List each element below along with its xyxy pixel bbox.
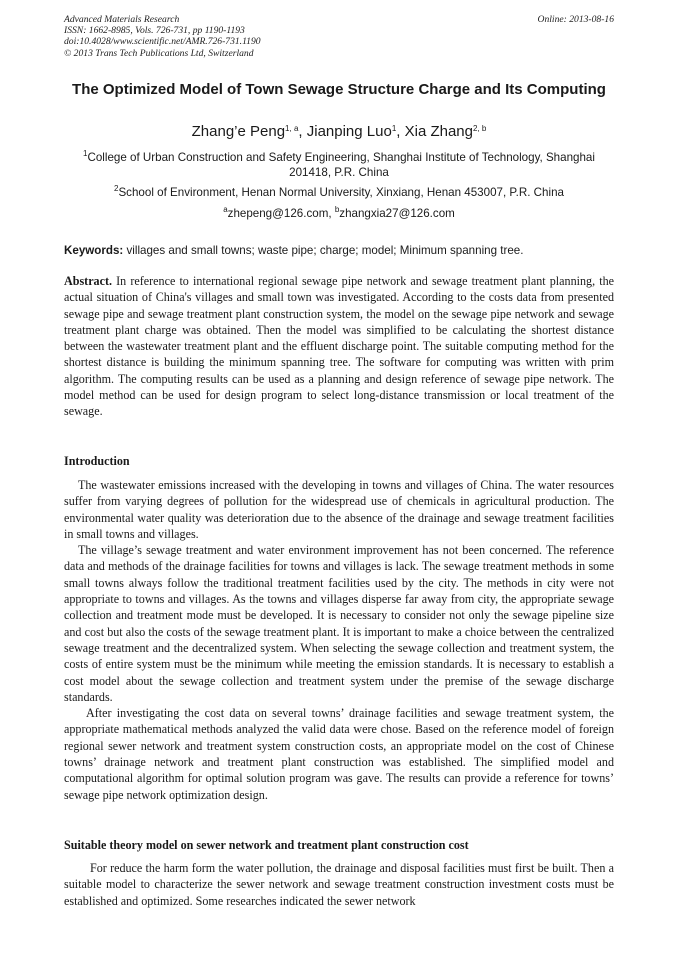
abstract-label: Abstract. <box>64 274 113 288</box>
author-name: Xia Zhang <box>404 123 473 140</box>
journal-name: Advanced Materials Research <box>64 14 180 25</box>
keywords-text: villages and small towns; waste pipe; charge; model; Minimum spanning tree. <box>123 244 524 257</box>
paragraph: The village’s sewage treatment and water environment improvement has not been concerned. The reference data and methods of the drainage facilities for towns and villages is lack. The sewage treatment methods in some small towns always follow the traditional treatment facilities used by the city. The methods in city were not appropriate to towns and villages. As the towns and villages disperse far away from city, the appropriate sewage collection and treatment mode must be developed. It is necessary to consider not only the sewage pipeline size and cost but also the costs of the sewage treatment plant. It is important to make a choice between the centralized sewage treatment and the decentralized system. When selecting the sewage collection and treatment system, the costs of entire system must be the minimum while meeting the emission standards. It is necessary to establish a cost model about the sewage collection and treatment system under the premise of the sewage discharge standards. <box>64 543 614 704</box>
affiliation-marker: 1 <box>83 149 88 158</box>
keywords <box>64 243 614 258</box>
email-marker: a <box>223 205 228 214</box>
doi-line: doi:10.4028/www.scientific.net/AMR.726-731.1190 <box>64 36 261 48</box>
author-separator: , <box>298 123 307 140</box>
author-separator: , <box>396 123 405 140</box>
paragraph: For reduce the harm form the water pollution, the drainage and disposal facilities must first be built. Then a suitable model to characterize the sewer network and sewage treatment construction investment costs must be established and optimized. Some researches indicated the sewer network <box>64 861 614 908</box>
email-marker: b <box>334 205 340 214</box>
paragraph: After investigating the cost data on several towns’ drainage facilities and sewage treatment system, the appropriate mathematical methods analyzed the valid data were chose. Based on the reference model of foreign regional sewer network and treatment system construction costs, an appropriate model on the cost of Chinese towns’ drainage network and treatment plant construction was established. The simplified model and computational algorithm for optimal solution program was gave. The results can provide a reference for towns’ sewage pipe network optimization design. <box>64 706 614 802</box>
affiliation-1 <box>64 150 614 180</box>
paragraph: The wastewater emissions increased with the developing in towns and villages of China. The water resources suffer from varying degrees of pollution for the widespread use of chemicals in agricultural production. The environmental water quality was deterioration due to the absence of the drainage and sewage treatment facilities in small towns and villages. <box>64 478 614 541</box>
abstract-text: In reference to international regional sewage pipe network and sewage treatment plant planning, the actual situation of China's villages and small town was investigated. According to the costs data from presented sewage pipe and sewage treatment plant construction system, the model on the sewage pipe network and sewage treatment plant charge was obtained. Then the model was simplified to be calculating the shortest distance between the wastewater treatment plant and the effluent discharge point. The suitable computing method for the shortest distance is building the minimum spanning tree. The software for computing was written with prim algorithm. The computing results can be used as a planning and design reference of sewage pipe network. The model method can be used for design program to select long-distance transmission or local treatment of the sewage. <box>64 274 614 419</box>
affiliation-text: School of Environment, Henan Normal University, Xinxiang, Henan 453007, P.R. China <box>118 186 564 199</box>
introduction-body <box>64 477 614 803</box>
affiliation-marker: 2 <box>114 184 119 193</box>
author-superscript: 2, b <box>473 124 487 133</box>
section-heading-theory-model: Suitable theory model on sewer network and treatment plant construction cost <box>64 838 469 852</box>
email-address: zhangxia27@126.com <box>339 207 455 220</box>
author-list <box>64 122 614 141</box>
email-address: zhepeng@126.com, <box>227 207 335 220</box>
affiliation-text: College of Urban Construction and Safety Engineering, Shanghai Institute of Technology, Shanghai 201418, P.R. China <box>87 151 595 179</box>
paper-title: The Optimized Model of Town Sewage Structure Charge and Its Computing <box>72 81 606 98</box>
section-heading-introduction: Introduction <box>64 454 130 468</box>
affiliation-2 <box>64 185 614 200</box>
copyright-line: © 2013 Trans Tech Publications Ltd, Switzerland <box>64 47 254 59</box>
online-date: Online: 2013-08-16 <box>537 14 614 25</box>
author-superscript: 1 <box>391 124 397 133</box>
author-name: Jianping Luo <box>306 123 392 140</box>
publication-info <box>64 14 261 59</box>
issn-line: ISSN: 1662-8985, Vols. 726-731, pp 1190-1193 <box>64 25 245 37</box>
keywords-label: Keywords: <box>64 244 124 257</box>
author-superscript: 1, a <box>285 124 299 133</box>
author-emails <box>64 206 614 221</box>
author-name: Zhang’e Peng <box>191 123 286 140</box>
abstract <box>64 273 614 420</box>
